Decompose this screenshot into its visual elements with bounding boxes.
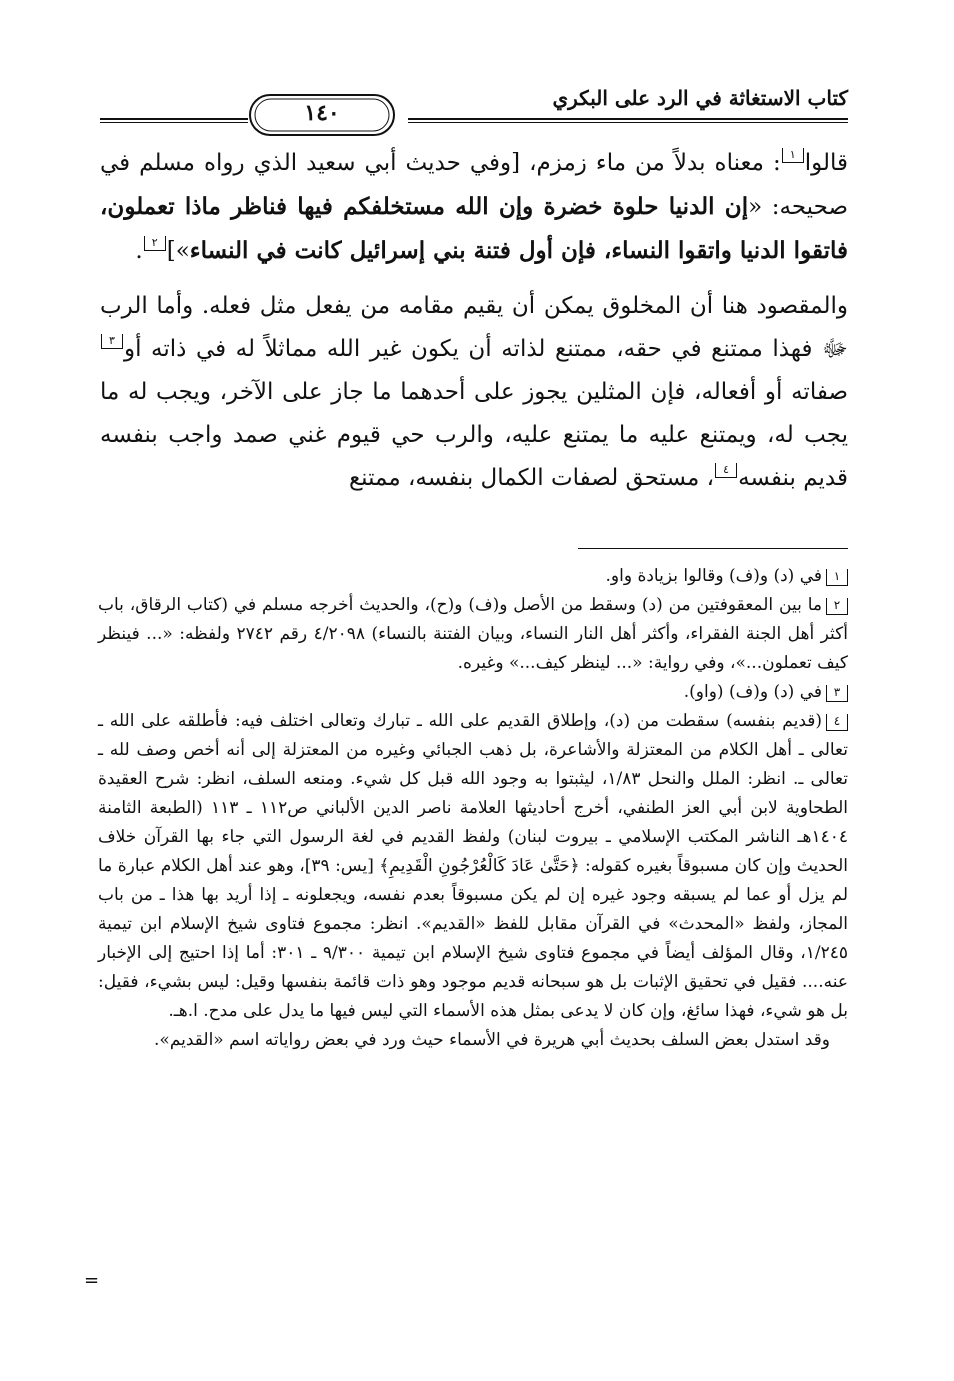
footnote-number: ٤ xyxy=(826,714,848,731)
page-number: ١٤٠ xyxy=(304,100,340,126)
hadith-text: إن الدنيا حلوة خضرة وإن الله مستخلفكم فيها فناظر ماذا تعملون، فاتقوا الدنيا واتقوا النساء، فإن أول فتنة بني إسرائيل كانت في النساء xyxy=(100,193,848,264)
header-rule xyxy=(408,118,848,120)
footnote-number: ٢ xyxy=(826,598,848,615)
footnote-ref[interactable]: ٣ xyxy=(101,334,123,349)
main-text xyxy=(100,142,848,500)
paragraph: قالوا١: معناه بدلاً من ماء زمزم، [وفي حديث أبي سعيد الذي رواه مسلم في صحيحه: «إن الدنيا حلوة خضرة وإن الله مستخلفكم فيها فناظر ماذا تعملون، فاتقوا الدنيا واتقوا النساء، فإن أول فتنة بني إسرائيل كانت في النساء»]٢. xyxy=(100,148,848,264)
footnote-ref[interactable]: ١ xyxy=(782,148,804,163)
footnote: ٤(قديم بنفسه) سقطت من (د)، وإطلاق القديم على الله ـ تبارك وتعالى اختلف فيه: فأطلقه على الله ـ تعالى ـ أهل الكلام من المعتزلة والأشاعرة، بل ذهب الجبائي وغيره من المعتزلة إلى أنه أخص وصف لله ـ تعالى ـ. انظر: الملل والنحل ١/٨٣، ليثبتوا به وجود الله قبل كل شيء. ومنعه السلف، انظر: شرح العقيدة الطحاوية لابن أبي العز الطنفي، أخرج أحاديثها العلامة ناصر الدين الألباني ص١١٢ ـ ١١٣ (الطبعة الثامنة ١٤٠٤هـ الناشر المكتب الإسلامي ـ بيروت لبنان) ولفظ القديم في لغة الرسول التي جاء بها القرآن خلاف الحديث وإن كان مسبوقاً بغيره كقوله: ﴿حَتَّىٰ عَادَ كَالْعُرْجُونِ الْقَدِيمِ﴾ [يس: ٣٩]، وهو عند أهل الكلام عبارة ما لم يزل أو عما لم يسبقه وجود غيره إن لم يكن مسبوقاً بعدم نفسه، ويجعلونه ـ إذا أريد بها هذا ـ من باب المجاز، ولفظ «المحدث» في القرآن مقابل للفظ «القديم». انظر: مجموع فتاوى شيخ الإسلام ابن تيمية ١/٢٤٥، وقال المؤلف أيضاً في مجموع فتاوى شيخ الإسلام ابن تيمية ٩/٣٠٠ ـ ٣٠١: أما إذا احتيج إلى الإخبار عنه.... فقيل في تحقيق الإثبات بل هو سبحانه قديم موجود وهو ذات قائمة بنفسها وقيل: ليس بشيء، فقيل: بل هو شيء، فهذا سائغ، وإن كان لا يدعى بمثل هذه الأسماء التي ليس فيها ما يدل على مدح. ا.هـ. xyxy=(98,711,848,1021)
header-rule xyxy=(100,118,248,120)
footnote: ١في (د) و(ف) وقالوا بزيادة واو. xyxy=(98,562,848,591)
continuation-mark: = xyxy=(84,1270,100,1291)
header-rule xyxy=(408,122,848,123)
page-number-frame xyxy=(248,94,396,136)
footnote-separator xyxy=(578,548,848,549)
footnote-number: ٣ xyxy=(826,685,848,702)
paragraph: والمقصود هنا أن المخلوق يمكن أن يقيم مقامه من يفعل مثل فعله. وأما الرب ﷻ فهذا ممتنع في حقه، ممتنع لذاته أن يكون غير الله مماثلاً له في ذاته أو٣ صفاته أو أفعاله، فإن المثلين يجوز على أحدهما ما جاز على الآخر، ويجب له ما يجب له، ويمتنع عليه ما يمتنع عليه، والرب حي قيوم غني صمد واجب بنفسه قديم بنفسه٤، مستحق لصفات الكمال بنفسه، ممتنع xyxy=(100,293,848,491)
header-rule xyxy=(100,122,248,123)
book-title: كتاب الاستغاثة في الرد على البكري xyxy=(552,86,848,110)
footnote-ref[interactable]: ٤ xyxy=(715,463,737,478)
footnote-ref[interactable]: ٢ xyxy=(144,236,166,251)
footnotes xyxy=(98,562,848,1055)
footnote: ٣في (د) و(ف) (واو). xyxy=(98,678,848,707)
footnote-continuation: وقد استدل بعض السلف بحديث أبي هريرة في الأسماء حيث ورد في بعض رواياته اسم «القديم». xyxy=(154,1030,830,1050)
page-header xyxy=(100,76,848,132)
footnote-number: ١ xyxy=(826,569,848,586)
footnote: ٢ما بين المعقوفتين من (د) وسقط من الأصل و(ف) و(ح)، والحديث أخرجه مسلم في (كتاب الرقاق، باب أكثر أهل الجنة الفقراء، وأكثر أهل النار النساء، وبيان الفتنة بالنساء) ٤/٢٠٩٨ رقم ٢٧٤٢ ولفظه: «... فينظر كيف تعملون...»، وفي رواية: «... لينظر كيف...» وغيره. xyxy=(98,595,848,673)
